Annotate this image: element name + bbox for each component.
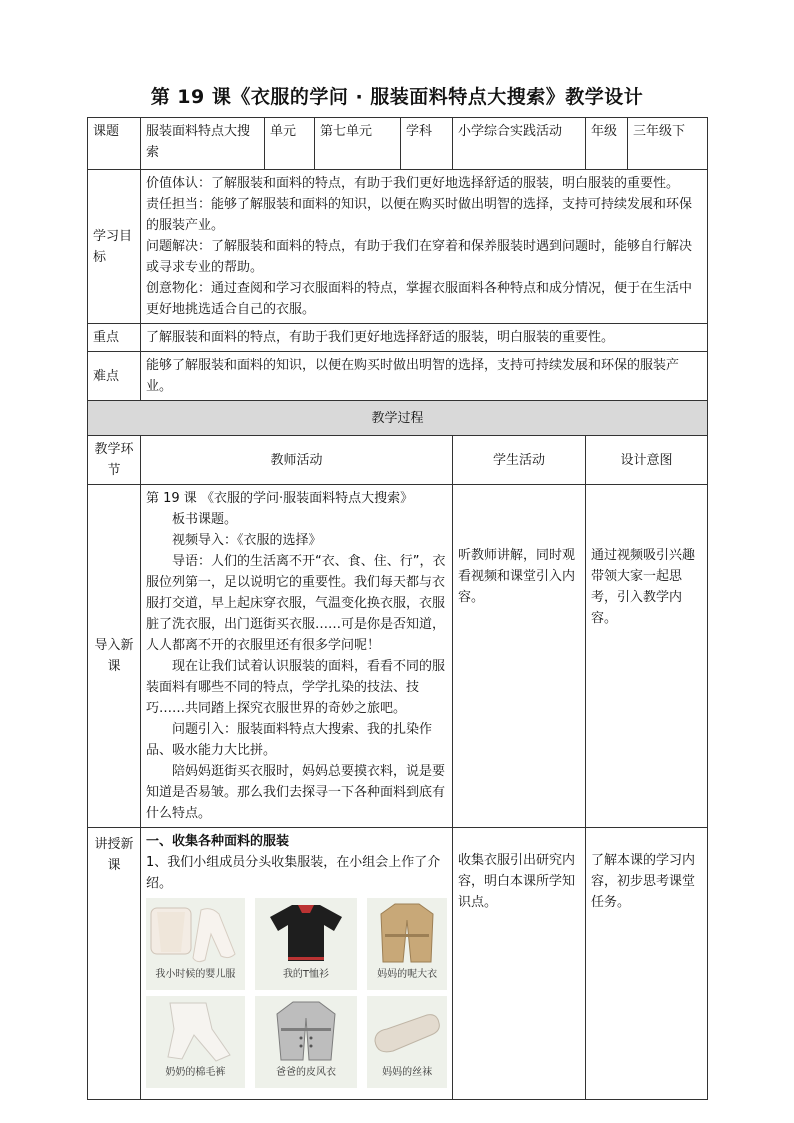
difficulty-row (88, 352, 708, 401)
goals-label: 学习目标 (88, 170, 141, 324)
intro-stage: 导入新课 (88, 485, 141, 828)
col-teacher: 教师活动 (141, 436, 453, 485)
new-lesson-heading: 一、收集各种面料的服装 (146, 834, 290, 849)
header-row (88, 118, 708, 170)
key-point-label: 重点 (88, 324, 141, 352)
trench-coat-icon (255, 996, 358, 1066)
intro-design (586, 485, 708, 828)
goal-item: 创意物化：通过查阅和学习衣服面料的特点，掌握衣服面料各种特点和成分情况，便于在生活中更好地挑选适合自己的衣服。 (146, 281, 693, 317)
intro-paragraph: 现在让我们试着认识服装的面料，看看不同的服装面料有哪些不同的特点，学学扎染的技法、技巧……共同踏上探究衣服世界的奇妙之旅吧。 (146, 659, 446, 716)
new-lesson-design-text: 了解本课的学习内容，初步思考课堂任务。 (591, 853, 696, 910)
pants-icon (146, 996, 245, 1066)
goals-row (88, 170, 708, 324)
intro-student-text: 听教师讲解，同时观看视频和课堂引入内容。 (458, 548, 576, 605)
lesson-plan-table (87, 117, 708, 1100)
intro-paragraph: 板书课题。 (172, 512, 238, 527)
new-lesson-row (88, 828, 708, 1100)
new-lesson-student (453, 828, 586, 1100)
intro-row (88, 485, 708, 828)
photo-coat (367, 898, 447, 990)
intro-lesson-line: 第 19 课 《衣服的学问·服装面料特点大搜索》 (146, 491, 414, 506)
intro-paragraph: 问题引入：服装面料特点大搜索、我的扎染作品、吸水能力大比拼。 (146, 722, 433, 758)
goals-content (141, 170, 708, 324)
process-header-row (88, 436, 708, 485)
unit-label: 单元 (265, 118, 315, 170)
process-title: 教学过程 (88, 401, 708, 436)
key-point-row (88, 324, 708, 352)
goal-item: 问题解决：了解服装和面料的特点，有助于我们在穿着和保养服装时遇到问题时，能够自行解决或寻求专业的帮助。 (146, 239, 693, 275)
col-student (453, 436, 586, 485)
new-lesson-item1: 1、我们小组成员分头收集服装，在小组会上作了介绍。 (146, 855, 441, 891)
photo-caption: 妈妈的呢大衣 (377, 969, 438, 980)
key-point-text: 了解服装和面料的特点，有助于我们更好地选择舒适的服装，明白服装的重要性。 (141, 324, 708, 352)
intro-paragraph: 导语：人们的生活离不开“衣、食、住、行”，衣服位列第一，足以说明它的重要性。我们每天都与衣服打交道，早上起床穿衣服，气温变化换衣服，衣服脏了洗衣服，出门逛街买衣服……可是你是否知道，人人都离不开的衣服里还有很多学问呢！ (146, 554, 446, 653)
photo-trench (255, 996, 358, 1088)
grade-value: 三年级下 (628, 118, 708, 170)
intro-student (453, 485, 586, 828)
photo-caption: 奶奶的棉毛裤 (165, 1067, 226, 1078)
subject-label: 学科 (401, 118, 453, 170)
new-lesson-teacher (141, 828, 453, 1100)
intro-paragraph: 视频导入：《衣服的选择》 (172, 533, 322, 548)
page-title: 第 19 课《衣服的学问 · 服装面料特点大搜索》教学设计 (150, 86, 644, 108)
photo-row-1 (146, 898, 447, 990)
new-lesson-design (586, 828, 708, 1100)
photo-pants (146, 996, 245, 1088)
new-lesson-stage: 讲授新课 (88, 828, 141, 1100)
lesson-value: 服装面料特点大搜索 (141, 118, 265, 170)
tshirt-icon (255, 898, 358, 968)
stocking-icon (367, 996, 447, 1066)
difficulty-text: 能够了解服装和面料的知识，以便在购买时做出明智的选择，支持可持续发展和环保的服装产业。 (141, 352, 708, 401)
intro-design-text: 通过视频吸引兴趣带领大家一起思考，引入教学内容。 (591, 548, 696, 626)
intro-paragraph: 陪妈妈逛街买衣服时，妈妈总要摸衣料，说是要知道是否易皱。那么我们去探寻一下各种面料到底有什么特点。 (146, 764, 446, 821)
process-title-row (88, 401, 708, 436)
photo-row-2 (146, 996, 447, 1088)
subject-value: 小学综合实践活动 (453, 118, 586, 170)
new-lesson-student-text: 收集衣服引出研究内容，明白本课所学知识点。 (458, 853, 576, 910)
col-stage: 教学环节 (88, 436, 141, 485)
lesson-label: 课题 (88, 118, 141, 170)
photo-tshirt (255, 898, 358, 990)
photo-stocking (367, 996, 447, 1088)
col-student-label: 学生活动 (492, 452, 545, 468)
difficulty-label: 难点 (88, 352, 141, 401)
unit-value: 第七单元 (315, 118, 401, 170)
col-design: 设计意图 (586, 436, 708, 485)
baby-clothes-icon (146, 898, 245, 968)
goal-item: 价值体认：了解服装和面料的特点，有助于我们更好地选择舒适的服装，明白服装的重要性。 (146, 176, 680, 191)
intro-teacher (141, 485, 453, 828)
coat-icon (367, 898, 447, 968)
photo-caption: 我小时候的婴儿服 (155, 969, 236, 980)
photo-caption: 爸爸的皮风衣 (276, 1067, 336, 1078)
goal-item: 责任担当：能够了解服装和面料的知识，以便在购买时做出明智的选择，支持可持续发展和环保的服装产业。 (146, 197, 693, 233)
clothing-photos (146, 898, 447, 1088)
grade-label: 年级 (586, 118, 628, 170)
photo-baby-clothes (146, 898, 245, 990)
photo-caption: 妈妈的丝袜 (382, 1067, 433, 1078)
photo-caption: 我的T恤衫 (282, 969, 330, 980)
